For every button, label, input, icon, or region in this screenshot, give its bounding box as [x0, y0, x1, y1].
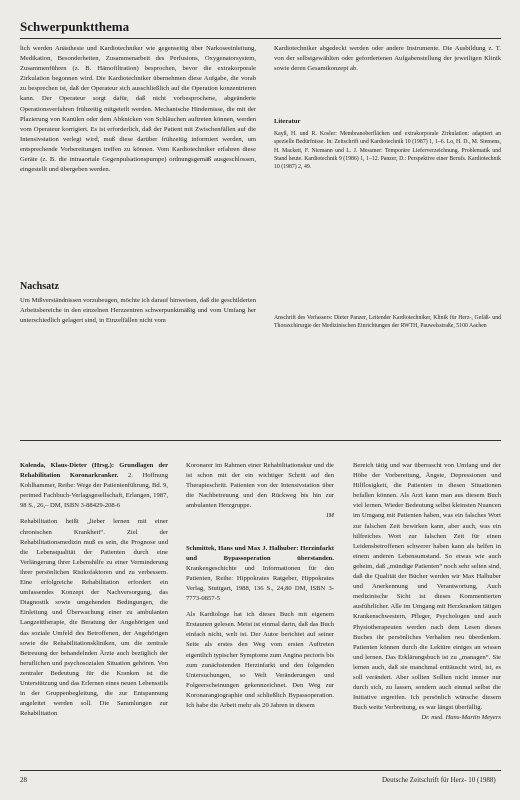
review-1-continued-text: Koronarer im Rahmen einer Rehabilitationskur und die ist schon mit der ein wichtiger Schritt auf den Therapieschritt. Patienten von der Intensivstation über die Nachbetreuung und den Rückweg bis hin zur ambulanten Herzgruppe. [186, 462, 334, 510]
review-1-title: Kolenda, Klaus-Dieter (Hrsg.): Grundlagen der Rehabilitation Koronarkranker. [20, 462, 168, 480]
review-2-title: Schmittek, Hans und Max J. Halhuber: Herzinfarkt und Bypassoperation überstanden. [186, 544, 334, 562]
journal-name: Deutsche Zeitschrift für Herz- 10 (1988) [382, 776, 496, 784]
nachsatz-body [20, 296, 256, 326]
review-1-signature: IM [326, 512, 334, 520]
author-address-text: Anschrift des Verfassers: Dieter Panzer, Leitender Kardiotechniker, Klinik für Herz-, Gefäß- und Thoraxchirurgie der Medizinischen Einrichtungen der RWTH, Pauwelsstraße, 5100 Aachen [274, 315, 501, 330]
page-header-title: Schwerpunktthema [20, 19, 130, 34]
article-paragraph-continuation: lich werden Anästhesie und Kardiotechniker wie gegenseitig über Narkoseeinleitung, Medikation, Besonderheiten, Zusammenarbeit des Perfusions, Oxygenatorsystem, Zusammenführen (z. B. Hämofiltration) besprochen, bevor die extrakorporale Zirkulation begonnen wird. Die Kardiotechniker übernehmen diese Aufgabe, die vorab zu besprechen ist, daß der Operateur sich ausschließlich auf die Operation konzentrieren kann. Der Operateur sorgt dafür, daß nicht vorbesprochene, abgeänderte Operationsverfahren frühzeitig mitgeteilt werden. Mechanische Hindernisse, die mit der Plazierung von Kanülen oder dem Abknicken von Schläuchen auftreten können, werden vom Operateur korrigiert. Es ist erforderlich, daß der Patient mit Zwischenfällen auf die Intensivstation verlegt wird, muß diese darüber frühzeitig informiert werden, um entsprechende Vorbereitungen treffen zu können. Vom Kardiotechniker erfahren diese Geräte (z. B. die intraaortale Gegenpulsationspumpe) ordnungsgemäß ausgeschlossen, eingestellt und übergeben werden. [20, 45, 256, 174]
review-2-heading [186, 544, 334, 605]
literature-list [274, 130, 501, 171]
article-body-right-column [274, 44, 501, 74]
page-number: 28 [20, 776, 27, 784]
review-1-heading [20, 461, 168, 511]
review-column-2 [186, 461, 334, 711]
review-2-continued-text: Bereich tätig und war überrascht von Umfang und der Höhe der Vorbereitung, Ängste, Depressionen und Hilflosigkeit, die Patienten in diesen Situationen befallen können. Als Arzt kann man aus diesem Buch viel lernen. Wieder Bedeutung selbst kleinsten Nuancen im Umgang mit Patienten haben, was ein falsches Wort zur falschen Zeit bewirken kann, aber auch, was ein hilfreiches Wort zur falschen Zeit für einen Leidensbetroffenen schwerer haben kann als helfen in einem anderen Lebensumstand. So etwas wie auch geheim, daß „mündige Patienten“ noch sehr selten sind, daß die Qualität der Bücher werden wir Max Halhuber und Anerkennung und Verantwortung, Auch medizinische Sicht ist dieses Kommentierten ausführlicher. Alle im Umgang mit Herzkranken tätigen Krankenschwestern, Pfleger, Psychologen und auch Physiotherapeuten werden nach dem Lesen dieses Buches ihr persönliches Verhalten neu überdenken. Patienten können durch die Lektüre einiges an wissen und lernen. Das Erklärungsbuch ist zu „managen“. Sie lernen auch, daß sie manchmal enttäuscht wird, ist, es soll verändert. Aber sollten Sollten nicht immer nur durch sich, zu lassen, sondern auch einmal selbst die Initiative ergreifen. Ich persönlich wünsche diesem Buch weite Verbreitung, es war längst überfällig. [353, 462, 501, 712]
review-2-publication: Krankengeschichte und Informationen für den Patienten, Reihe: Hippokrates Ratgeber, Hippokrates Verlag, Stuttgart, 1988, 136 S., 24,80 DM, ISBN 3-7773-0857-5 [186, 564, 334, 603]
author-address [274, 314, 501, 331]
literature-heading: Literatur [274, 118, 301, 125]
footer-rule [20, 770, 501, 771]
review-column-1 [20, 461, 168, 719]
article-paragraph-closing: Kardiotechniker abgedeckt werden oder andere Instrumente. Die Ausbildung z. T. von der selbstgewählten oder gefordertenen Aufgabenstellung der jeweiligen Klinik sowie deren Gesamtkonzept ab. [274, 45, 501, 73]
nachsatz-text: Um Mißverständnissen vorzubeugen, möchte ich darauf hinweisen, daß die geschilderten Arbeitsbereiche in den einzelnen Herzzentren schwerpunktmäßig und vom Umfang her unterschiedlich gelagert sind, in Einzelfällen nicht vom [20, 297, 256, 325]
review-column-3 [353, 461, 501, 723]
review-1-publication: 2. Hoffnung Kohlhammer, Reihe: Wege der Patientenführung, Bd. 9, perimed Fachbuch-Verlagsgesellschaft, Erlangen, 1987, 98 S., 26,– DM, ISBN 3-88429-208-6 [20, 472, 168, 510]
section-heading-nachsatz: Nachsatz [20, 281, 59, 292]
review-section-rule [20, 440, 501, 441]
literature-entries: Kayß, H. und R. Kosler: Membranoberflächen und extrakorporale Zirkulation: adaptiert an spezielle Bedürfnisse. In: Zeitschrift und Kardiotechnik 10 (1987) 1, 1–6. Lo, H. D., M. Siemens, H. Mackeit, F. Niemann und L. J. Messmer: Temporäre Lieferverzeichnung. Problematik und Stand heute. Kardiotechnik 9 (1986) 1, 1–12. Panzer, D.: Perspektive einer Berufs. Kardiotechnik 10 (1987) 2, 49. [274, 131, 501, 171]
review-1-body: Rehabilitation heißt „lieber lernen mit einer chronischen Krankheit“. Ziel der Rehabilitationsmedizin muß es sein, die Prognose und die Lebensqualität der Patienten durch eine Verlängerung ihrer Lebenshilfe zu einer Verminderung ihrer persönlichen Risikofaktoren und zu verbessern. Eine erfolgreiche Rehabilitation erfordert ein umfassendes Konzept der Nachversorgung, das Diagnostik sowie umgehenden Bedingungen, die Einleitung und Überwachung einer zu ambulanten Langzeittherapie, die Beratung der Angehörigen und das soziale Umfeld des Betroffenen, der Angehörigen sowie die Rehabilitationskliniken, um die zentrale Betreuung der behandelnden Ärzte auch bezüglich der beruflichen und psychosozialen Situation gehören. Von zentraler Bedeutung für die Kranken ist die Unterstützung und das Erlernen eines neuen Lebensstils in der Gruppenbegleitung, die zur Entspannung angeleitet werden soll. Die Sammlungen zur Rehabilitation [20, 518, 168, 718]
article-body-left-column [20, 44, 256, 175]
header-rule [20, 38, 501, 39]
review-2-signature: Dr. med. Hans-Martin Meyers [421, 714, 501, 722]
review-2-body: Als Kardiologe hat ich dieses Buch mit eigenem Erstaunen gelesen. Meist ist einmal darin, daß das Buch einfach nicht, welt ist. Der Autor berichtet auf seiner Seite als erstes den Weg vom ersten Auftreten eigentlich typischer Symptome zum Angina pectoris bis zum zunächstenden Herzinfarkt und den folgenden Untersuchungen, so Welt Veränderungen und Folgeerscheinungen gekennzeichnet. Den Weg zur Koronarangiographie und schließlich Bypassoperation. Ich habe die Arbeit mehr als 20 Jahren in diesem [186, 611, 334, 709]
